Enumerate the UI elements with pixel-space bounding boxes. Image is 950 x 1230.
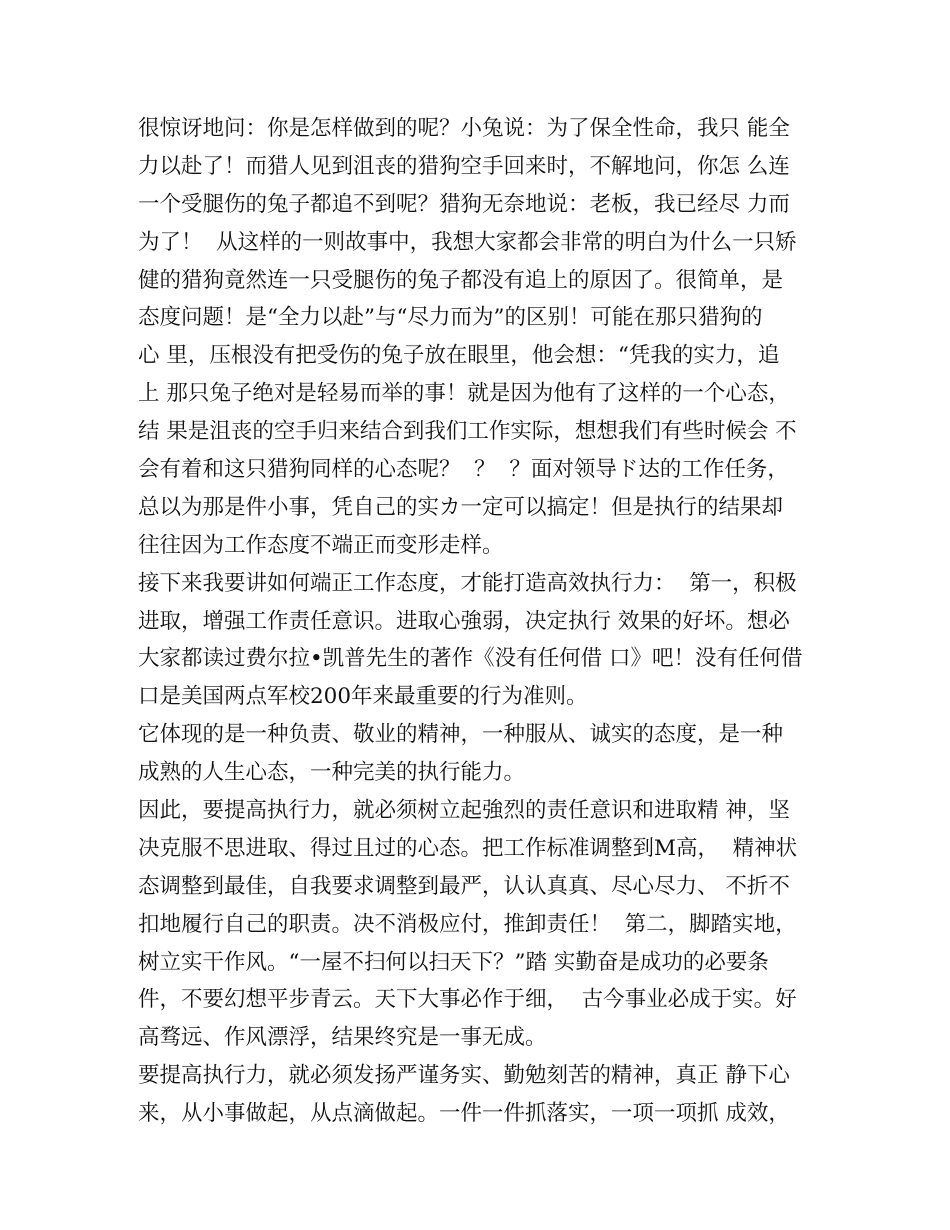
text-line: 进取，增强工作责任意识。进取心強弱，决定执行 效果的好坏。想必 <box>138 608 790 634</box>
text-line: 它体现的是一种负责、敬业的精神，一种服从、诚实的态度，是一种 <box>138 722 784 748</box>
text-line: 口是美国两点军校200年来最重要的行为准则。 <box>138 684 588 710</box>
text-line: 因此，要提高执行力，就必须树立起強烈的责任意识和进取精 神，坚 <box>138 798 790 824</box>
text-line: 态调整到最佳，自我要求调整到最严，认认真真、尽心尽力、 不折不 <box>138 873 790 899</box>
text-line: 树立实干作风。“一屋不扫何以扫天下？”踏 实勤奋是成功的必要条 <box>138 949 769 975</box>
text-line: 总以为那是件小事，凭自己的实カ一定可以搞定！但是执行的结果却 <box>138 494 784 520</box>
text-line: 为了！ 从这样的一则故事中，我想大家都会非常的明白为什么一只矫 <box>138 229 797 255</box>
text-line: 很惊讶地问：你是怎样做到的呢？小兔说：为了保全性命，我只 能全 <box>138 116 790 141</box>
body-text <box>138 110 828 1133</box>
text-line: 会有着和这只猎狗同样的心态呢？ ？ ？面对领导ド达的工作任务， <box>138 457 789 483</box>
text-line: 往往因为工作态度不端正而变形走样。 <box>138 532 504 558</box>
text-line: 结 果是沮丧的空手归来结合到我们工作实际，想想我们有些时候会 不 <box>138 419 797 445</box>
text-line: 高骛远、作风漂浮，结果终究是一事无成。 <box>138 1025 547 1051</box>
text-line: 扣地履行自己的职责。决不消极应付，推卸责任！ 第二，脚踏实地， <box>138 911 797 937</box>
text-line: 接下来我要讲如何端正工作态度，才能打造高效执行力： 第一，积极 <box>138 570 797 596</box>
text-line: 心 里，压根没有把受伤的兔子放在眼里，他会想：“凭我的实力，追 <box>138 343 780 369</box>
text-line: 上 那只兔子绝对是轻易而举的事！就是因为他有了这样的一个心态， <box>138 381 790 407</box>
text-line: 要提高执行力，就必须发扬严谨务实、勤勉刻苦的精神，真正 静下心 <box>138 1063 790 1089</box>
text-line: 一个受腿伤的兔子都追不到呢？猎狗无奈地说：老板，我已经尽 力而 <box>138 191 790 217</box>
text-line: 成熟的人生心态，一种完美的执行能力。 <box>138 760 526 786</box>
text-line: 态度问题！是“全力以赴”与“尽力而为”的区别！可能在那只猎狗的 <box>138 305 763 331</box>
text-line: 力以赴了！而猎人见到沮丧的猎狗空手回来时，不解地问，你怎 么连 <box>138 153 790 179</box>
text-line: 决克服不思进取、得过且过的心态。把工作标准调整到M高， 精神状 <box>138 835 798 861</box>
text-line: 件，不要幻想平步青云。天下大事必作于细， 古今事业必成于实。好 <box>138 987 797 1013</box>
text-line: 大家都读过费尔拉•凯普先生的著作《没有任何借 口》吧！没有任何借 <box>138 646 803 672</box>
text-line: 健的猎狗竟然连一只受腿伤的兔子都没有追上的原因了。很简单，是 <box>138 267 784 293</box>
text-line: 来，从小事做起，从点滴做起。一件一件抓落实，一项一项抓 成效， <box>138 1101 790 1127</box>
